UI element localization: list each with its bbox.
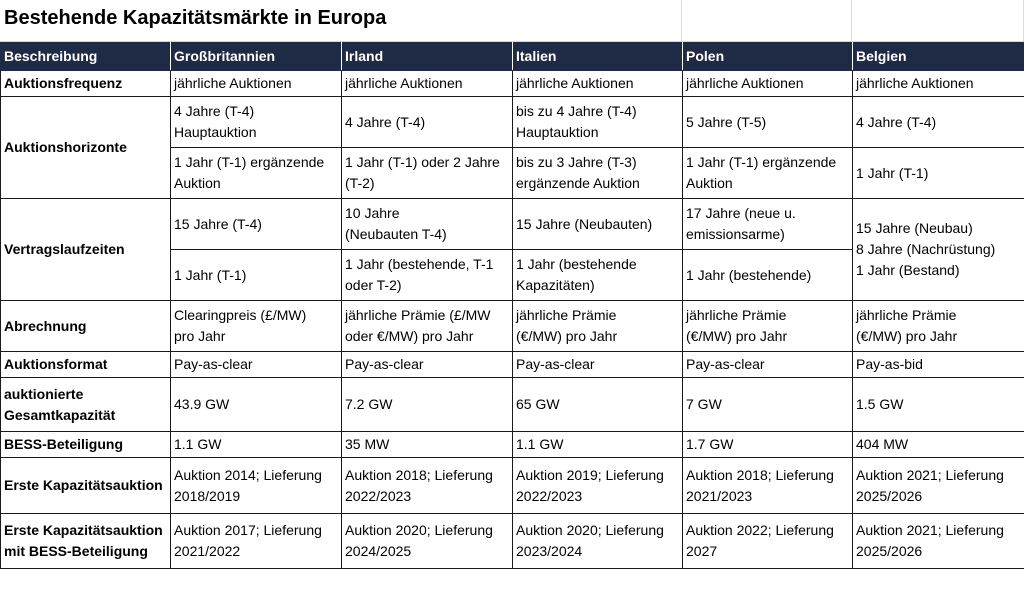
row-erste-auktion <box>1 458 1024 514</box>
row-auktionshorizonte-main <box>1 97 1024 148</box>
cell[interactable]: jährliche Prämie (€/MW) pro Jahr <box>853 301 1024 352</box>
row-label[interactable]: Vertragslaufzeiten <box>1 199 171 301</box>
cell[interactable]: 1 Jahr (T-1) oder 2 Jahre (T-2) <box>342 148 513 199</box>
cell[interactable]: bis zu 4 Jahre (T-4) Hauptauktion <box>513 97 683 148</box>
row-bess <box>1 432 1024 458</box>
cell[interactable]: 15 Jahre (Neubau) 8 Jahre (Nachrüstung) 1 Jahr (Bestand) <box>853 199 1024 301</box>
row-label[interactable]: Erste Kapazitätsauktion mit BESS-Beteiligung <box>1 514 171 569</box>
row-auktionsformat <box>1 352 1024 378</box>
cell[interactable]: jährliche Auktionen <box>853 71 1024 97</box>
cell[interactable]: 4 Jahre (T-4) <box>342 97 513 148</box>
cell[interactable]: 4 Jahre (T-4) <box>853 97 1024 148</box>
row-label[interactable]: BESS-Beteiligung <box>1 432 171 458</box>
cell[interactable]: 1.5 GW <box>853 378 1024 432</box>
cell[interactable]: 1.1 GW <box>171 432 342 458</box>
cell[interactable]: 43.9 GW <box>171 378 342 432</box>
cell[interactable]: 10 Jahre (Neubauten T-4) <box>342 199 513 250</box>
cell[interactable]: 1.1 GW <box>513 432 683 458</box>
row-label[interactable]: Abrechnung <box>1 301 171 352</box>
cell[interactable]: 1 Jahr (T-1) ergänzende Auktion <box>683 148 853 199</box>
cell[interactable]: Auktion 2021; Lieferung 2025/2026 <box>853 514 1024 569</box>
row-label[interactable]: auktionierte Gesamtkapazität <box>1 378 171 432</box>
cell[interactable]: 404 MW <box>853 432 1024 458</box>
cell[interactable]: Clearingpreis (£/MW) pro Jahr <box>171 301 342 352</box>
cell[interactable]: jährliche Prämie (€/MW) pro Jahr <box>513 301 683 352</box>
cell[interactable]: Auktion 2020; Lieferung 2024/2025 <box>342 514 513 569</box>
empty-cell[interactable] <box>852 0 1024 42</box>
empty-cell[interactable] <box>512 0 682 42</box>
cell[interactable]: 1 Jahr (T-1) <box>171 250 342 301</box>
header-irland[interactable]: Irland <box>342 43 513 71</box>
header-polen[interactable]: Polen <box>683 43 853 71</box>
cell[interactable]: bis zu 3 Jahre (T-3) ergänzende Auktion <box>513 148 683 199</box>
capacity-markets-table <box>0 42 1024 569</box>
cell[interactable]: Auktion 2017; Lieferung 2021/2022 <box>171 514 342 569</box>
cell[interactable]: jährliche Auktionen <box>342 71 513 97</box>
cell[interactable]: Pay-as-clear <box>171 352 342 378</box>
cell[interactable]: 1 Jahr (bestehende Kapazitäten) <box>513 250 683 301</box>
cell[interactable]: 7.2 GW <box>342 378 513 432</box>
header-grossbritannien[interactable]: Großbritannien <box>171 43 342 71</box>
cell[interactable]: 5 Jahre (T-5) <box>683 97 853 148</box>
cell[interactable]: jährliche Auktionen <box>513 71 683 97</box>
cell[interactable]: Pay-as-clear <box>342 352 513 378</box>
header-italien[interactable]: Italien <box>513 43 683 71</box>
cell[interactable]: 1.7 GW <box>683 432 853 458</box>
cell[interactable]: Pay-as-clear <box>683 352 853 378</box>
cell[interactable]: jährliche Prämie (€/MW) pro Jahr <box>683 301 853 352</box>
empty-cell[interactable] <box>682 0 852 42</box>
cell[interactable]: 1 Jahr (bestehende, T-1 oder T-2) <box>342 250 513 301</box>
cell[interactable]: 7 GW <box>683 378 853 432</box>
cell[interactable]: Auktion 2021; Lieferung 2025/2026 <box>853 458 1024 514</box>
sheet-title[interactable]: Bestehende Kapazitätsmärkte in Europa <box>0 0 512 42</box>
title-row <box>0 0 1024 42</box>
cell[interactable]: jährliche Auktionen <box>683 71 853 97</box>
cell[interactable]: jährliche Auktionen <box>171 71 342 97</box>
row-auktionsfrequenz <box>1 71 1024 97</box>
cell[interactable]: 65 GW <box>513 378 683 432</box>
cell[interactable]: Auktion 2019; Lieferung 2022/2023 <box>513 458 683 514</box>
cell[interactable]: Pay-as-clear <box>513 352 683 378</box>
cell[interactable]: 15 Jahre (T-4) <box>171 199 342 250</box>
cell[interactable]: Pay-as-bid <box>853 352 1024 378</box>
cell[interactable]: 1 Jahr (T-1) <box>853 148 1024 199</box>
cell[interactable]: 1 Jahr (bestehende) <box>683 250 853 301</box>
cell[interactable]: 35 MW <box>342 432 513 458</box>
row-label[interactable]: Auktionsformat <box>1 352 171 378</box>
cell[interactable]: 4 Jahre (T-4) Hauptauktion <box>171 97 342 148</box>
row-vertragslaufzeiten-main <box>1 199 1024 250</box>
row-label[interactable]: Auktionsfrequenz <box>1 71 171 97</box>
cell[interactable]: Auktion 2020; Lieferung 2023/2024 <box>513 514 683 569</box>
row-label[interactable]: Erste Kapazitätsauktion <box>1 458 171 514</box>
cell[interactable]: Auktion 2018; Lieferung 2021/2023 <box>683 458 853 514</box>
cell[interactable]: Auktion 2018; Lieferung 2022/2023 <box>342 458 513 514</box>
cell[interactable]: Auktion 2022; Lieferung 2027 <box>683 514 853 569</box>
row-label[interactable]: Auktionshorizonte <box>1 97 171 199</box>
row-erste-auktion-bess <box>1 514 1024 569</box>
cell[interactable]: 17 Jahre (neue u. emissionsarme) <box>683 199 853 250</box>
cell[interactable]: jährliche Prämie (£/MW oder €/MW) pro Jahr <box>342 301 513 352</box>
row-gesamtkapazitaet <box>1 378 1024 432</box>
row-abrechnung <box>1 301 1024 352</box>
header-belgien[interactable]: Belgien <box>853 43 1024 71</box>
header-row <box>1 43 1024 71</box>
cell[interactable]: Auktion 2014; Lieferung 2018/2019 <box>171 458 342 514</box>
header-beschreibung[interactable]: Beschreibung <box>1 43 171 71</box>
cell[interactable]: 1 Jahr (T-1) ergänzende Auktion <box>171 148 342 199</box>
cell[interactable]: 15 Jahre (Neubauten) <box>513 199 683 250</box>
